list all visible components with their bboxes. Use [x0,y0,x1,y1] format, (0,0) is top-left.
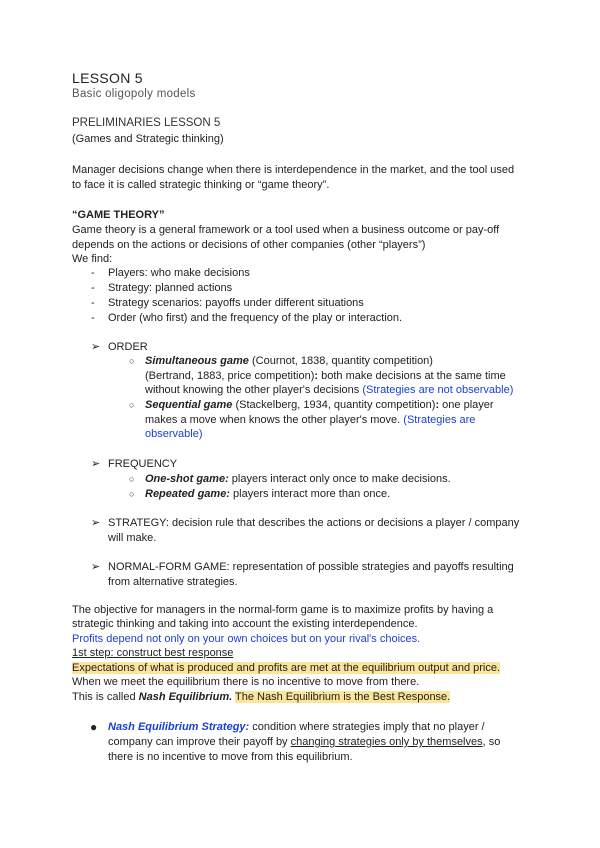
dash-bullet: - [91,297,95,309]
circle-bullet-icon: ○ [129,400,135,410]
normal-form-line-2: from alternative strategies. [108,576,238,588]
game-theory-line-1: Game theory is a general framework or a tool used when a business outcome or pay-off [72,224,500,236]
equilibrium-line: When we meet the equilibrium there is no incentive to move from there. [72,676,420,688]
list-item-strategy: Strategy: planned actions [108,282,233,294]
strategy-line-2: will make. [108,532,157,544]
sequential-line-3: observable) [145,428,203,440]
sequential-line-1: Sequential game (Stackelberg, 1934, quantity competition): one player [145,399,494,411]
list-item-players: Players: who make decisions [108,267,250,279]
arrow-bullet-icon: ➢ [91,458,101,470]
dash-bullet: - [91,312,95,324]
circle-bullet-icon: ○ [129,489,135,499]
circle-bullet-icon: ○ [129,356,135,366]
simultaneous-line-3: without knowing the other player's decisions (Strategies are not observable) [145,384,514,396]
one-shot-term: One-shot game: [145,473,229,485]
dash-bullet: - [91,282,95,294]
first-step-line: 1st step: construct best response [72,647,234,659]
objective-line-1: The objective for managers in the normal-form game is to maximize profits by having a [72,604,494,616]
arrow-bullet-icon: ➢ [91,341,101,353]
preliminaries-heading: PRELIMINARIES LESSON 5 [72,117,221,129]
normal-form-line-1: NORMAL-FORM GAME: representation of possible strategies and payoffs resulting [108,561,514,573]
simultaneous-line-1: Simultaneous game (Cournot, 1838, quantity competition) [145,355,433,367]
frequency-label: FREQUENCY [108,458,178,470]
one-shot-line: One-shot game: players interact only once to make decisions. [145,473,451,485]
repeated-line: Repeated game: players interact more than once. [145,488,391,500]
lesson-subtitle: Basic oligopoly models [72,88,196,100]
list-item-scenarios: Strategy scenarios: payoffs under different situations [108,297,364,309]
nash-strategy-line-3: there is no incentive to move from this equilibrium. [108,751,353,763]
repeated-term: Repeated game: [145,488,230,500]
game-theory-heading: “GAME THEORY” [72,209,165,221]
circle-bullet-icon: ○ [129,474,135,484]
profits-line: Profits depend not only on your own choices but on your rival's choices. [72,633,421,645]
nash-strategy-line-2: company can improve their payoff by changing strategies only by themselves, so [108,736,501,748]
preliminaries-subheading: (Games and Strategic thinking) [72,133,224,145]
strategy-line-1: STRATEGY: decision rule that describes the actions or decisions a player / company [108,517,520,529]
sequential-line-2: makes a move when knows the other player's move. (Strategies are [145,414,476,426]
bullet-dot-icon: ● [90,720,98,734]
game-theory-line-2: depends on the actions or decisions of other companies (other “players”) [72,239,426,251]
intro-line-1: Manager decisions change when there is interdependence in the market, and the tool used [72,164,515,176]
sequential-term: Sequential game [145,399,233,411]
list-item-order: Order (who first) and the frequency of the play or interaction. [108,312,403,324]
nash-strategy-line-1: Nash Equilibrium Strategy: condition where strategies imply that no player / [108,721,485,733]
expectations-line: Expectations of what is produced and profits are met at the equilibrium output and price. [72,662,501,674]
lesson-title: LESSON 5 [72,70,143,86]
intro-line-2: to face it is called strategic thinking or “game theory”. [72,179,330,191]
nash-strategy-term: Nash Equilibrium Strategy: [108,721,250,733]
objective-line-2: strategic thinking and taking into account the existing interdependence. [72,618,418,630]
nash-equilibrium-term: Nash Equilibrium. [138,691,233,703]
order-label: ORDER [108,341,148,353]
arrow-bullet-icon: ➢ [91,517,101,529]
simultaneous-line-2: (Bertrand, 1883, price competition): both make decisions at the same time [145,370,506,382]
we-find-label: We find: [72,253,113,265]
arrow-bullet-icon: ➢ [91,561,101,573]
nash-called-line: This is called Nash Equilibrium. The Nash Equilibrium is the Best Response. [72,691,451,703]
simultaneous-term: Simultaneous game [145,355,249,367]
dash-bullet: - [91,267,95,279]
